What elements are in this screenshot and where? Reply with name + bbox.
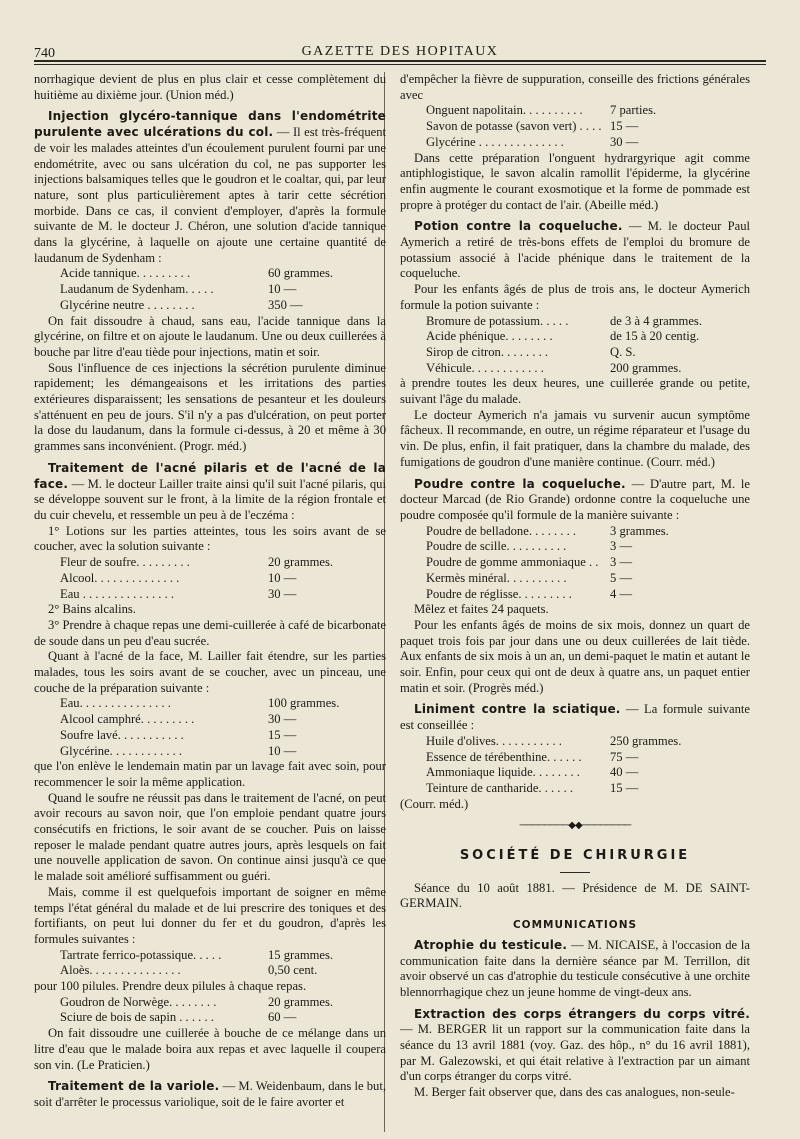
prescription-row: Eau . . . . . . . . . . . . . . . 30 — [60, 586, 297, 601]
paragraph: Pour les enfants âgés de moins de six mois, donnez un quart de paquet trois fois par jour dans une ou deux cuillerées de lait tiède. Aux enfants de six mois à un an, un demi-paquet le matin et autant le soir. Enfin, pour ceux qui ont de deux à quatre ans, un paquet entier matin et soir. (Progrès méd.) [400, 617, 750, 695]
prescription-list [400, 103, 750, 150]
article-title: Traitement de la variole. [48, 1079, 220, 1094]
article-text: — M. Weidenbaum, dans le but, soit d'arrêter le processus variolique, soit de le faire avorter et [34, 1079, 386, 1109]
prescription-row: Glycérine . . . . . . . . . . . . . . 30 — [426, 134, 639, 149]
prescription-row: Teinture de cantharide. . . . . . 15 — [426, 780, 639, 795]
paragraph: d'empêcher la fièvre de suppuration, conseille des frictions générales avec [400, 72, 750, 102]
page-number: 740 [34, 46, 55, 61]
prescription-row: Kermès minéral. . . . . . . . . . 5 — [426, 570, 633, 585]
paragraph: Dans cette préparation l'onguent hydrargyrique agit comme antiphlogistique, le savon alcalin ramollit l'épiderme, la glycérine enfin augmente le courant exosmotique et la forme de pommade est propre à protéger du contact de l'air. (Abeille méd.) [400, 150, 750, 212]
prescription-row: Glycérine neutre . . . . . . . . 350 — [60, 297, 303, 312]
paragraph: à prendre toutes les deux heures, une cuillerée grande ou petite, suivant l'âge du malade. [400, 376, 750, 407]
article-text: — M. BERGER lit un rapport sur la communication faite dans la séance du 13 avril 1881 (voy. Gaz. des hôp., n° du 16 avril 1881), par M. Galezowski, et qui était relative à l'extraction par un aimant d'un corps étranger du corps vitré. [400, 1022, 750, 1084]
prescription-list [34, 555, 386, 602]
prescription-row: Laudanum de Sydenham. . . . . 10 — [60, 282, 297, 297]
prescription-row: Eau. . . . . . . . . . . . . . . 100 grammes. [60, 696, 340, 711]
article-liniment [400, 702, 750, 733]
article-extraction [400, 1007, 750, 1086]
prescription-row: Glycérine. . . . . . . . . . . . 10 — [60, 743, 297, 758]
article-text: — M. NICAISE, à l'occasion de la communication faite dans la dernière séance par M. Terrillon, dit avoir observé un cas d'atrophie du testicule consécutive à une orchite blennorrhagique chez un jeune homme de vingt-deux ans. [400, 937, 751, 999]
article-title: Atrophie du testicule. [414, 937, 568, 952]
prescription-list [34, 995, 386, 1026]
paragraph: Quant à l'acné de la face, M. Lailler fait étendre, sur les parties malades, tous les soirs avant de se coucher, avec un pinceau, une couche de la préparation suivante : [34, 649, 386, 695]
article-title: Liniment contre la sciatique. [414, 702, 621, 717]
prescription-row: Fleur de soufre. . . . . . . . . 20 grammes. [60, 555, 334, 570]
paragraph: On fait dissoudre à chaud, sans eau, l'acide tannique dans la glycérine, on filtre et on ajoute le laudanum. Une ou deux cuillerées à bouche par litre d'eau tiède pour injections, matin et soir. [34, 313, 386, 359]
paragraph: 2° Bains alcalins. [48, 602, 136, 617]
prescription-row: Alcool camphré. . . . . . . . . 30 — [60, 712, 297, 727]
paragraph: pour 100 pilules. Prendre deux pilules à chaque repas. [34, 979, 307, 994]
article-title: Injection glycéro-tannique dans l'endométrite purulente avec ulcérations du col. [34, 109, 386, 140]
prescription-row: Goudron de Norwège. . . . . . . . 20 grammes. [60, 994, 334, 1009]
source-note: (Courr. méd.) [400, 796, 469, 811]
article-poudre [400, 477, 750, 524]
paragraph: norrhagique devient de plus en plus clair et cesse complètement du huitième au dixième jour. (Union méd.) [34, 72, 386, 102]
article-title: Potion contre la coqueluche. [414, 219, 623, 234]
paragraph: M. Berger fait observer que, dans des cas analogues, non-seule- [414, 1085, 735, 1100]
prescription-row: Poudre de scille. . . . . . . . . . 3 — [426, 539, 633, 554]
left-column [34, 72, 386, 1111]
article-potion [400, 219, 750, 282]
prescription-row: Bromure de potassium. . . . . de 3 à 4 grammes. [426, 313, 702, 328]
paragraph: Le docteur Aymerich n'a jamais vu survenir aucun symptôme fâcheux. Il recommande, en outre, un régime réparateur et l'usage du vin. De plus, enfin, il fait pratiquer, dans la chambre du malade, des fumigations de goudron d'une manière continue. (Courr. méd.) [400, 407, 750, 469]
right-column [400, 72, 750, 1101]
article-text: — M. le docteur Paul Aymerich a retiré de très-bons effets de l'emploi du bromure de potassium associé à l'acide phénique dans le traitement de la coqueluche. [400, 219, 751, 281]
paragraph: On fait dissoudre une cuillerée à bouche de ce mélange dans un litre d'eau que le malade boira aux repas et avec laquelle il coupera son vin. (Le Praticien.) [34, 1026, 386, 1072]
article-title: Poudre contre la coqueluche. [414, 476, 626, 491]
prescription-row: Aloès. . . . . . . . . . . . . . . 0,50 cent. [60, 963, 318, 978]
prescription-row: Essence de térébenthine. . . . . . 75 — [426, 749, 639, 764]
prescription-row: Ammoniaque liquide. . . . . . . . 40 — [426, 765, 639, 780]
prescription-row: Poudre de gomme ammoniaque . . 3 — [426, 555, 633, 570]
prescription-row: Poudre de belladone. . . . . . . . 3 grammes. [426, 523, 669, 538]
journal-title: GAZETTE DES HOPITAUX [301, 44, 499, 59]
paragraph: Pour les enfants âgés de plus de trois ans, le docteur Aymerich formule la potion suivante : [400, 282, 750, 312]
article-variole [34, 1079, 386, 1110]
prescription-row: Acide phénique. . . . . . . . de 15 à 20 centig. [426, 329, 700, 344]
paragraph: Quand le soufre ne réussit pas dans le traitement de l'acné, on peut avoir recours au savon noir, que l'on emploie pendant quatre jours consécutifs en frictions, le soir avant de se coucher. Puis on laisse reposer le malade pendant quatre autres jours, après lesquels on fait une nouvelle application de savon. On continue ainsi jusqu'à ce que le malade soit amélioré suffisamment ou guéri. [34, 790, 386, 884]
paragraph: 1° Lotions sur les parties atteintes, tous les soirs avant de se coucher, avec la solution suivante : [34, 523, 386, 554]
paragraph: Mais, comme il est quelquefois important de soigner en même temps l'état général du malade et de lui prescrire des toniques et des fortifiants, on peut lui donner du fer et du goudron, d'après les formules suivantes : [34, 884, 386, 946]
prescription-row: Sciure de bois de sapin . . . . . . 60 — [60, 1010, 297, 1025]
prescription-row: Alcool. . . . . . . . . . . . . . 10 — [60, 570, 297, 585]
prescription-row: Soufre lavé. . . . . . . . . . . 15 — [60, 727, 297, 742]
prescription-list [400, 314, 750, 377]
article-text: — Il est très-fréquent de voir les malades atteintes d'un écoulement purulent fourni par une endométrite, avec ou sans ulcération du col, ne pas supporter les injections balsamiques telles que le goudron et le coaltar, qui, par leur nature, sont plus particulièrement aptes à tarir cette sécrétion morbide. Dans ce cas, il convient d'employer, d'après la formule suivante de M. le docteur J. Chéron, une solution d'acide tannique dans la glycérine, à laquelle on ajoute une certaine quantité de laudanum de Sydenham : [34, 125, 386, 265]
prescription-row: Acide tannique. . . . . . . . . 60 grammes. [60, 266, 334, 281]
article-text: — La formule suivante est conseillée : [400, 702, 750, 733]
article-title: Traitement de l'acné pilaris et de l'acné de la face. [34, 460, 386, 491]
article-atrophie [400, 938, 750, 1001]
header-rule-thin [34, 64, 766, 65]
subsection-heading: COMMUNICATIONS [512, 919, 638, 932]
prescription-row: Tartrate ferrico-potassique. . . . . 15 grammes. [60, 947, 334, 962]
prescription-list [34, 948, 386, 979]
article-acne [34, 461, 386, 524]
prescription-row: Onguent napolitain. . . . . . . . . . 7 parties. [426, 103, 657, 118]
prescription-list [34, 696, 386, 759]
header-rule-thick [34, 60, 766, 62]
paragraph: Mêlez et faites 24 paquets. [414, 602, 549, 617]
article-text: — D'autre part, M. le docteur Marcad (de Rio Grande) ordonne contre la coqueluche une poudre composée qu'il formule de la manière suivante : [400, 476, 751, 522]
paragraph: Sous l'influence de ces injections la sécrétion purulente diminue rapidement; les démangeaisons et les irritations des parties extérieures disparaissent; les sensations de pesanteur et les douleurs s'atténuent en peu de jours. S'il n'y a pas d'ulcération, on peut porter la dose du laudanum, dans la formule ci-dessus, à 20 et même à 30 grammes sans inconvénient. (Progr. méd.) [34, 360, 386, 454]
article-title: Extraction des corps étrangers du corps vitré. [414, 1006, 750, 1021]
prescription-row: Poudre de réglisse. . . . . . . . . 4 — [426, 586, 633, 601]
article-injection [34, 109, 386, 266]
paragraph: 3° Prendre à chaque repas une demi-cuillerée à café de bicarbonate de soude dans un peu d'eau sucrée. [34, 617, 386, 648]
ornament-rule: ────────◆◆──────── [519, 820, 631, 832]
paragraph: que l'on enlève le lendemain matin par un lavage fait avec soin, pour recommencer le soir la même application. [34, 759, 386, 789]
prescription-list [400, 734, 750, 797]
prescription-row: Huile d'olives. . . . . . . . . . . 250 grammes. [426, 733, 682, 748]
prescription-row: Savon de potasse (savon vert) . . . . 15 — [426, 119, 639, 134]
seance-line: Séance du 10 août 1881. — Présidence de M. DE SAINT-GERMAIN. [400, 880, 750, 911]
article-text: — M. le docteur Lailler traite ainsi qu'il suit l'acné pilaris, qui se développe souvent sur le front, à la limite de la région frontale et du cuir chevelu, et ressemble un peu à de l'eczéma : [34, 476, 386, 522]
section-heading: SOCIÉTÉ DE CHIRURGIE [459, 848, 691, 864]
prescription-list [400, 524, 750, 603]
prescription-row: Sirop de citron. . . . . . . . Q. S. [426, 344, 636, 359]
prescription-row: Véhicule. . . . . . . . . . . . 200 grammes. [426, 360, 682, 375]
prescription-list [34, 266, 386, 313]
short-rule [560, 872, 590, 873]
